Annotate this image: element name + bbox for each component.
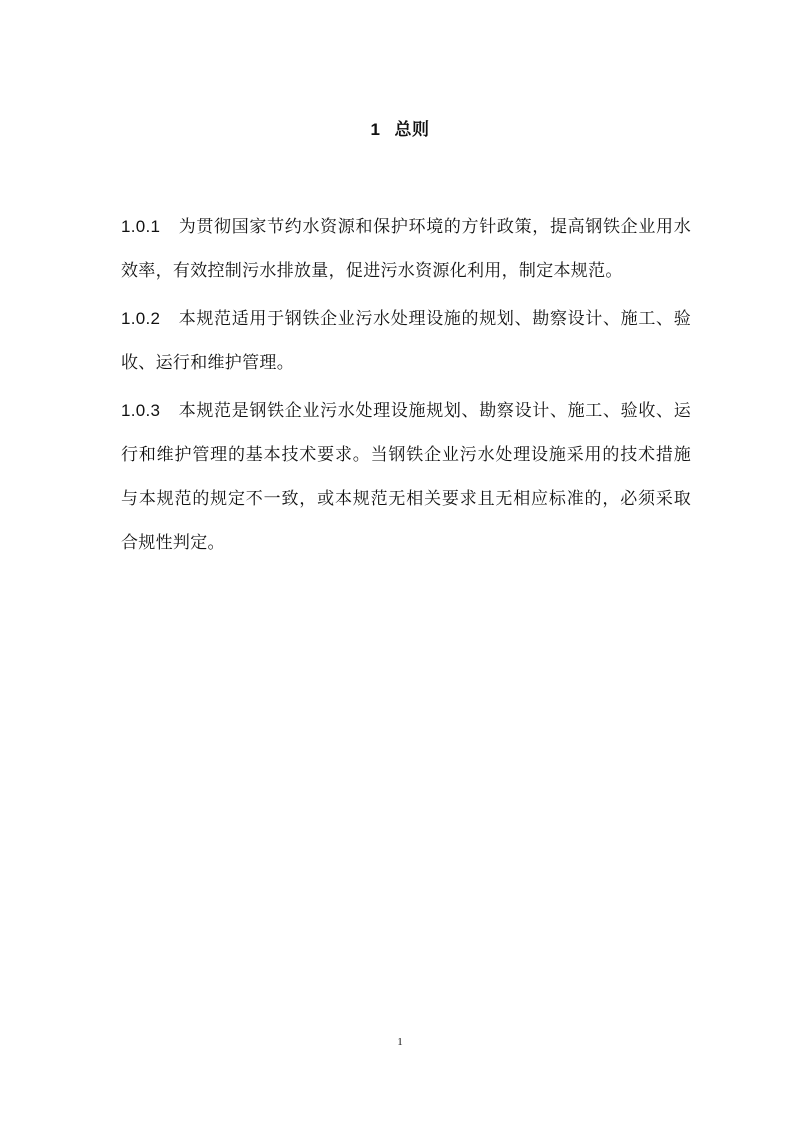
clause-text: 本规范适用于钢铁企业污水处理设施的规划、勘察设计、施工、验收、运行和维护管理。 [121, 309, 691, 373]
page-number: 1 [397, 1036, 403, 1048]
clause-text: 为贯彻国家节约水资源和保护环境的方针政策，提高钢铁企业用水效率，有效控制污水排放量，促进污水资源化利用，制定本规范。 [121, 217, 691, 281]
clause-1-0-3 [121, 389, 691, 565]
chapter-title: 总则 [394, 120, 430, 140]
chapter-number: 1 [370, 120, 381, 139]
clause-number: 1.0.3 [121, 401, 161, 420]
clause-number: 1.0.1 [121, 217, 161, 236]
clause-text: 本规范是钢铁企业污水处理设施规划、勘察设计、施工、验收、运行和维护管理的基本技术要求。当钢铁企业污水处理设施采用的技术措施与本规范的规定不一致，或本规范无相关要求且无相应标准的，必须采取合规性判定。 [121, 401, 691, 553]
chapter-heading [0, 115, 800, 140]
clause-1-0-2 [121, 297, 691, 385]
clause-1-0-1 [121, 205, 691, 293]
clause-number: 1.0.2 [121, 309, 161, 328]
